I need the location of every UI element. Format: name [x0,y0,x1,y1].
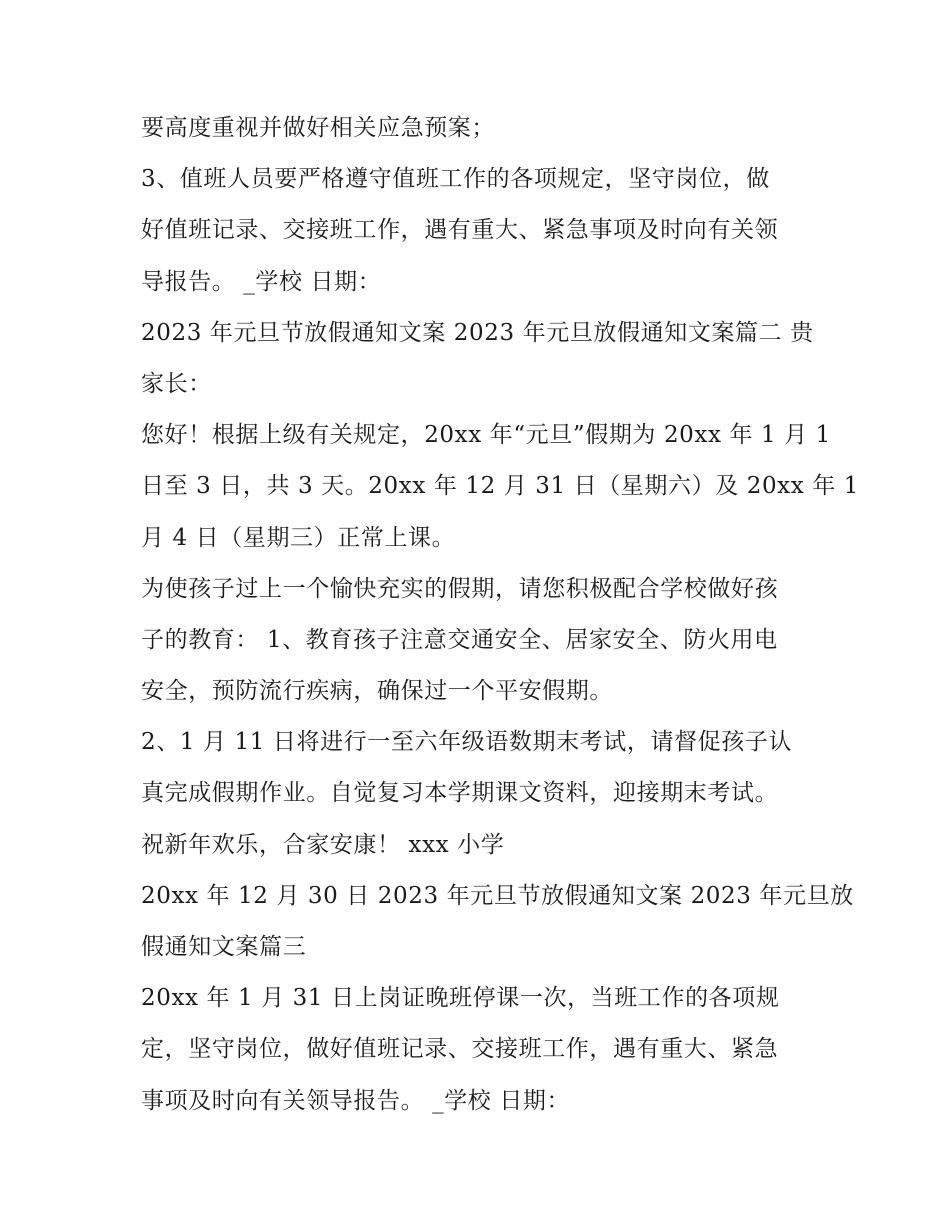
text-line: 要高度重视并做好相关应急预案； [141,115,495,141]
text-line: 事项及时向有关领导报告。 _学校 日期： [141,1087,571,1114]
text-line: 导报告。 _学校 日期： [141,268,382,295]
text-line: 月 4 日（星期三）正常上课。 [141,524,456,551]
text-line: 您好！根据上级有关规定，20xx 年“元旦”假期为 20xx 年 1 月 1 [141,422,831,449]
text-line: 3、值班人员要严格遵守值班工作的各项规定，坚守岗位，做 [141,166,770,193]
text-line: 2023 年元旦节放假通知文案 2023 年元旦放假通知文案篇二 贵 [141,319,814,346]
text-line: 定，坚守岗位，做好值班记录、交接班工作，遇有重大、紧急 [141,1036,779,1063]
text-line: 为使孩子过上一个愉快充实的假期，请您积极配合学校做好孩 [141,575,779,602]
text-line: 2、1 月 11 日将进行一至六年级语数期末考试，请督促孩子认 [141,729,793,756]
text-line: 日至 3 日，共 3 天。20xx 年 12 月 31 日（星期六）及 20xx 年 1 [141,473,859,500]
text-line: 真完成假期作业。自觉复习本学期课文资料，迎接期末考试。 [141,780,779,807]
text-line: 子的教育： 1、教育孩子注意交通安全、居家安全、防火用电 [141,626,778,653]
text-line: 20xx 年 1 月 31 日上岗证晚班停课一次，当班工作的各项规 [141,985,780,1012]
text-line: 20xx 年 12 月 30 日 2023 年元旦节放假通知文案 2023 年元旦放 [141,882,854,909]
text-line: 假通知文案篇三 [141,934,307,960]
document-body [141,103,859,1127]
text-line: 祝新年欢乐，合家安康！ xxx 小学 [141,831,505,858]
text-line: 安全，预防流行疾病，确保过一个平安假期。 [141,678,613,705]
text-line: 好值班记录、交接班工作，遇有重大、紧急事项及时向有关领 [141,217,779,244]
text-line: 家长： [141,370,212,397]
